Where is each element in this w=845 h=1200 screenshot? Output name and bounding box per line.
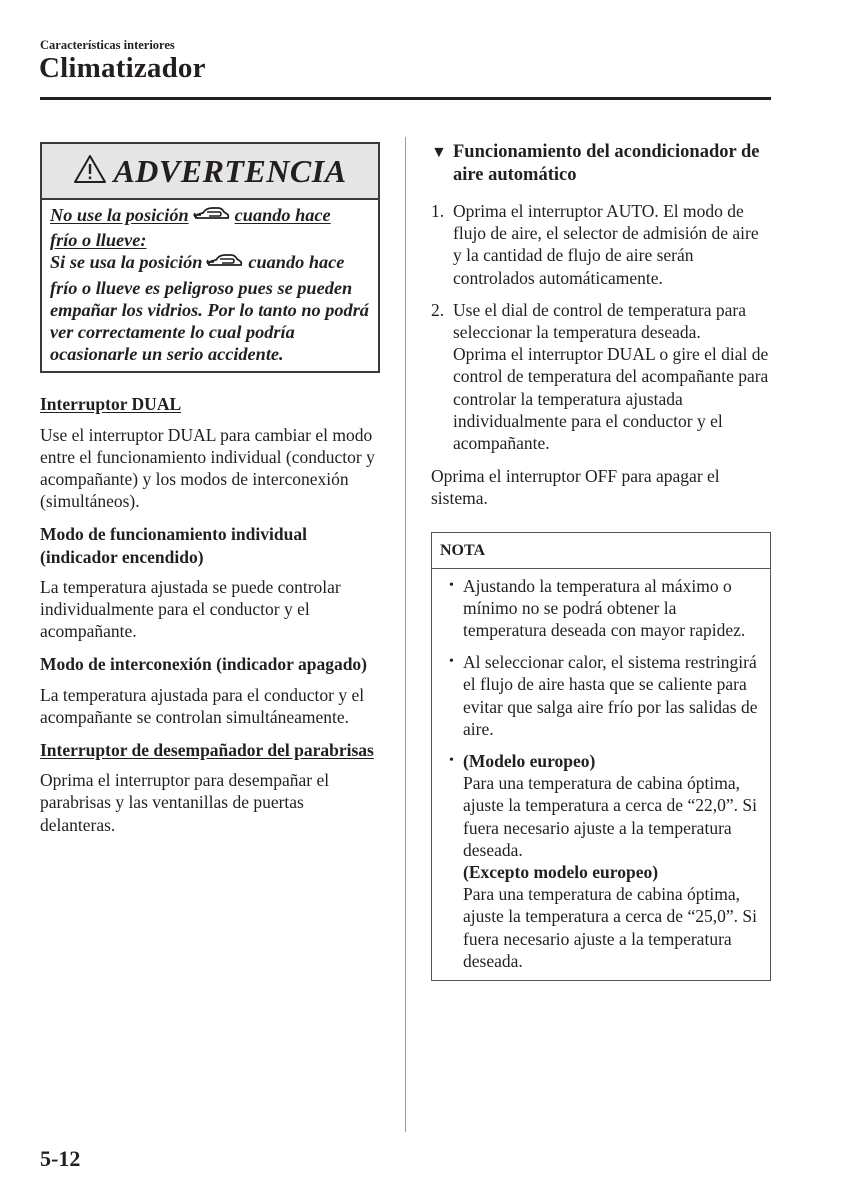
page-title: Climatizador	[39, 52, 206, 84]
bullet-icon: •	[449, 654, 454, 670]
note-bullet-text: Al seleccionar calor, el sistema restringirá el flujo de aire hasta que se caliente para evitar que salga aire frío por las salidas de aire.	[463, 652, 758, 739]
warning-header	[42, 144, 378, 200]
dual-heading: Interruptor DUAL	[40, 394, 182, 415]
note-box	[431, 532, 771, 981]
step-text	[453, 299, 771, 454]
step-number: 1.	[431, 201, 445, 221]
note-bullet	[440, 575, 760, 642]
european-model-text: Para una temperatura de cabina óptima, ajuste la temperatura a cerca de “22,0”. Si fuera necesario ajuste a la temperatura deseada.	[463, 773, 757, 860]
step-2	[431, 299, 771, 454]
step-1	[431, 200, 771, 289]
triangle-down-icon: ▼	[431, 144, 447, 161]
defroster-heading: Interruptor de desempañador del parabrisas	[40, 740, 374, 761]
note-bullet	[440, 651, 760, 740]
title-rule	[40, 97, 771, 100]
non-european-model-label: (Excepto modelo europeo)	[463, 862, 659, 883]
warning-text	[50, 251, 370, 365]
bullet-icon: •	[449, 577, 454, 593]
individual-mode-text: La temperatura ajustada se puede controlar individualmente para el conductor y el acompañante.	[40, 576, 341, 642]
outside-air-car-icon	[206, 253, 244, 276]
warning-triangle-icon	[73, 154, 107, 189]
note-bullet-text: Ajustando la temperatura al máximo o mínimo no se podrá obtener la temperatura deseada con mayor rapidez.	[463, 575, 746, 641]
page-number: 5-12	[40, 1146, 81, 1171]
note-header: NOTA	[432, 533, 770, 569]
warning-heading	[50, 204, 370, 251]
warning-heading-text-3: frío o llueve:	[50, 230, 147, 251]
note-body	[432, 569, 770, 980]
warning-text-2: cuando	[248, 252, 305, 273]
left-column	[40, 142, 380, 836]
defroster-text: Oprima el interruptor para desempañar el parabrisas y las ventanillas de puertas delanteras.	[40, 770, 330, 835]
non-european-model-text: Para una temperatura de cabina óptima, ajuste la temperatura a cerca de “25,0”. Si fuera necesario ajuste a la temperatura deseada.	[463, 884, 757, 971]
warning-box	[40, 142, 380, 373]
warning-body	[42, 200, 378, 371]
section-heading	[431, 141, 771, 187]
warning-title: ADVERTENCIA	[113, 152, 347, 189]
warning-text-1: Si se usa la posición	[50, 252, 203, 273]
interconnect-mode-text: La temperatura ajustada para el conductor y el acompañante se controlan simultáneamente.	[40, 684, 365, 727]
step-text-2: Oprima el interruptor DUAL o gire el dial de control de temperatura del acompañante para controlar la temperatura ajustada individualmente para el conductor y el acompañante.	[453, 344, 769, 454]
european-model-label: (Modelo europeo)	[463, 751, 596, 772]
note-bullet	[440, 750, 760, 972]
dual-text: Use el interruptor DUAL para cambiar el modo entre el funcionamiento individual (conductor y acompañante) y los modos de interconexión (simultáneos).	[40, 424, 375, 512]
step-text-1: Use el dial de control de temperatura para seleccionar la temperatura deseada.	[453, 299, 746, 343]
section-heading-text: Funcionamiento del acondicionador de aire automático	[453, 142, 760, 185]
off-text: Oprima el interruptor OFF para apagar el sistema.	[431, 466, 720, 509]
interconnect-mode-heading: Modo de interconexión (indicador apagado)	[40, 654, 368, 675]
warning-text-3: hace frío o llueve es peligroso pues se pueden empañar los vidrios. Por lo tanto no podrá ver correctamente lo cual podría ocasionarle un serio accidente.	[50, 252, 369, 365]
column-divider	[405, 137, 406, 1132]
outside-air-car-icon	[193, 206, 231, 229]
breadcrumb: Características interiores	[40, 38, 175, 52]
individual-mode-heading: Modo de funcionamiento individual (indicador encendido)	[40, 524, 307, 567]
step-number: 2.	[431, 299, 445, 320]
warning-heading-text-2: cuando hace	[234, 205, 331, 225]
note-bullet-text	[463, 750, 760, 972]
step-text: Oprima el interruptor AUTO. El modo de flujo de aire, el selector de admisión de aire y la cantidad de flujo de aire serán controlados automáticamente.	[453, 201, 759, 288]
warning-heading-text: No use la posición	[50, 205, 189, 225]
bullet-icon: •	[449, 753, 454, 769]
right-column	[431, 141, 771, 981]
